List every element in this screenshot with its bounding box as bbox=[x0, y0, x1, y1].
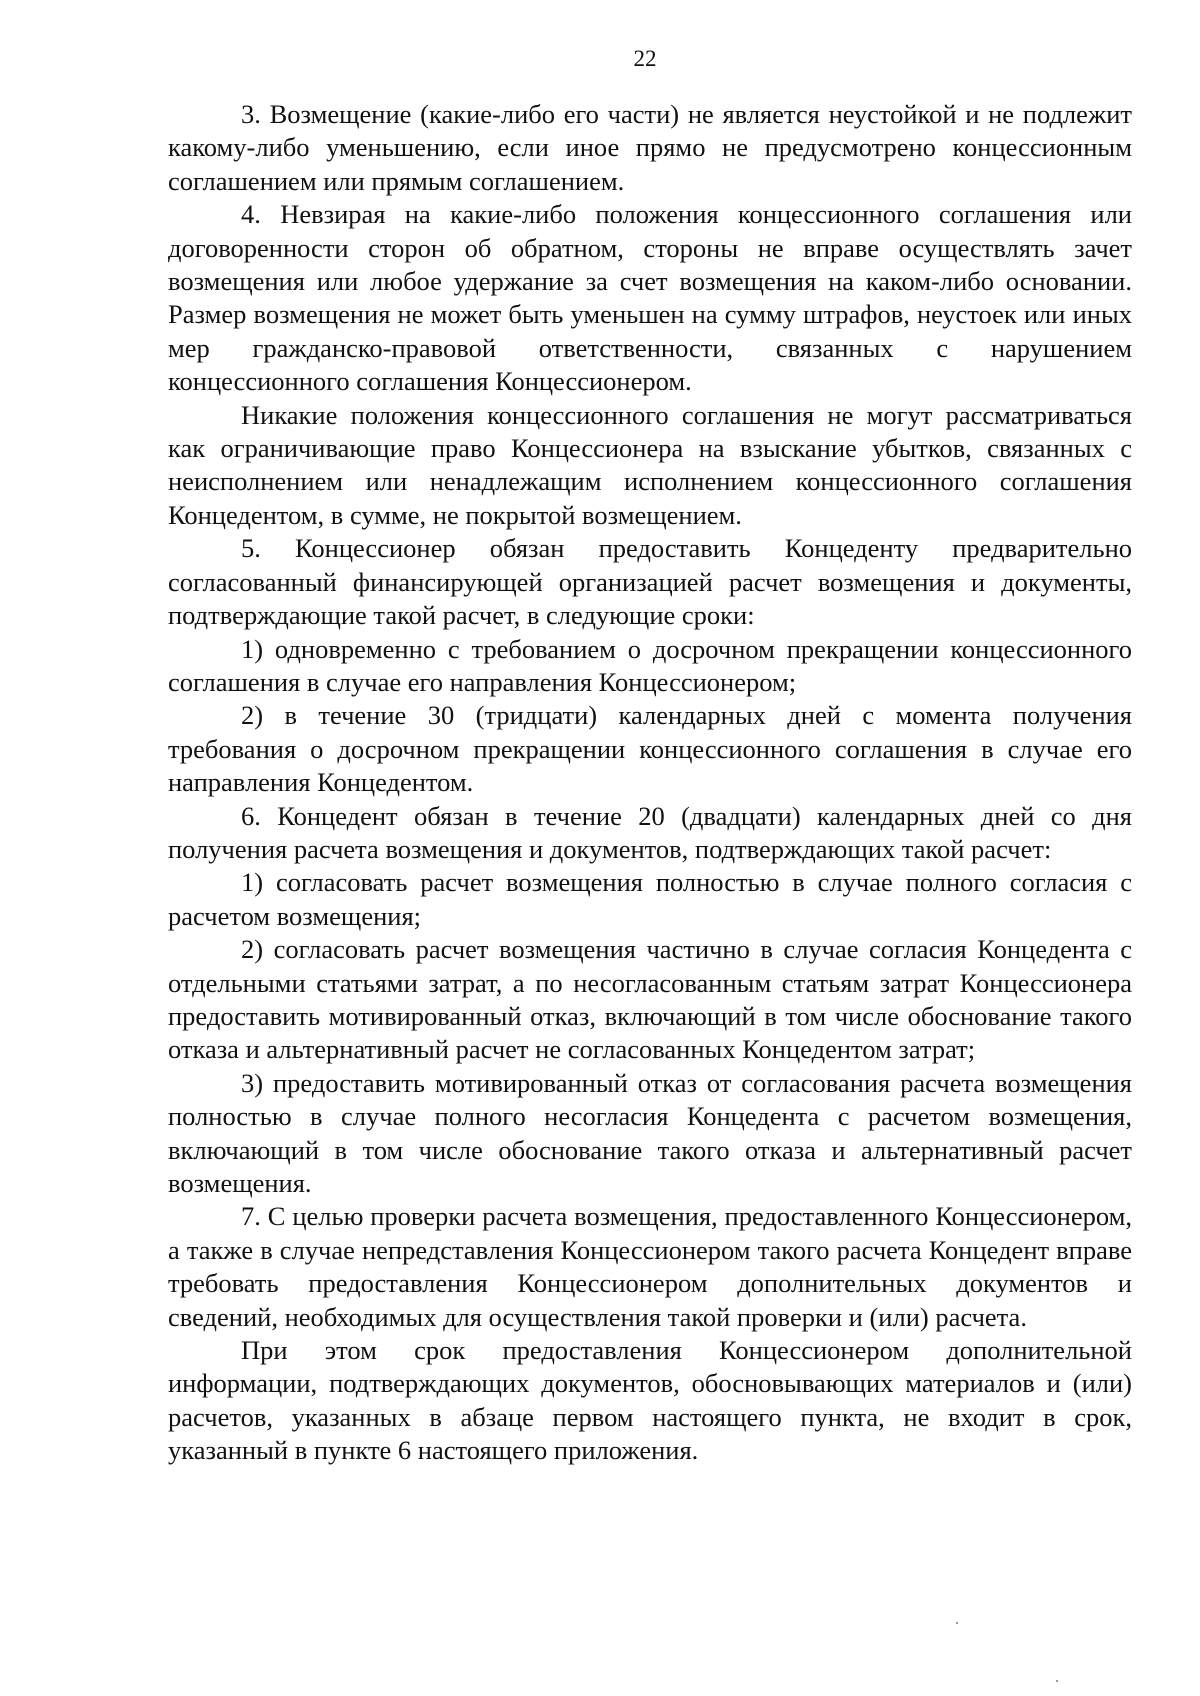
paragraph-item-7: 7. С целью проверки расчета возмещения, предоставленного Концессионером, а также в случае непредставления Концессионером такого расчета Концедент вправе требовать предоставления Концессионером дополнительных документов и сведений, необходимых для осуществления такой проверки и (или) расчета. bbox=[168, 1201, 1132, 1332]
paragraph-item-5-subitem-1: 1) одновременно с требованием о досрочном прекращении концессионного соглашения в случае его направления Концессионером; bbox=[168, 633, 1132, 697]
scan-speck bbox=[956, 1622, 958, 1624]
page-number: 22 bbox=[633, 46, 657, 71]
paragraph-item-7-continued: При этом срок предоставления Концессионером дополнительной информации, подтверждающих документов, обосновывающих материалов и (или) расчетов, указанных в абзаце первом настоящего пункта, не входит в срок, указанный в пункте 6 настоящего приложения. bbox=[168, 1335, 1132, 1466]
paragraph-item-4: 4. Невзирая на какие-либо положения концессионного соглашения или договоренности сторон об обратном, стороны не вправе осуществлять зачет возмещения или любое удержание за счет возмещения на каком-либо основании. Размер возмещения не может быть уменьшен на сумму штрафов, неустоек или иных мер гражданско-правовой ответственности, связанных с нарушением концессионного соглашения Концессионером. bbox=[168, 199, 1132, 397]
paragraph-item-3: 3. Возмещение (какие-либо его части) не является неустойкой и не подлежит какому-либо уменьшению, если иное прямо не предусмотрено концессионным соглашением или прямым соглашением. bbox=[168, 99, 1132, 196]
paragraph-item-6: 6. Концедент обязан в течение 20 (двадцати) календарных дней со дня получения расчета возмещения и документов, подтверждающих такой расчет: bbox=[168, 800, 1132, 864]
paragraph-item-6-subitem-1: 1) согласовать расчет возмещения полностью в случае полного согласия с расчетом возмещения; bbox=[168, 867, 1132, 931]
paragraph-item-5-subitem-2: 2) в течение 30 (тридцати) календарных дней с момента получения требования о досрочном прекращении концессионного соглашения в случае его направления Концедентом. bbox=[168, 700, 1132, 798]
document-body bbox=[168, 98, 1132, 1468]
paragraph-item-6-subitem-2: 2) согласовать расчет возмещения частично в случае согласия Концедента с отдельными статьями затрат, а по несогласованным статьям затрат Концессионера предоставить мотивированный отказ, включающий в том числе обоснование такого отказа и альтернативный расчет не согласованных Концедентом затрат; bbox=[168, 934, 1132, 1065]
paragraph-item-5: 5. Концессионер обязан предоставить Концеденту предварительно согласованный финансирующей организацией расчет возмещения и документы, подтверждающие такой расчет, в следующие сроки: bbox=[168, 533, 1132, 631]
scan-speck bbox=[1056, 1680, 1058, 1682]
paragraph-item-6-subitem-3: 3) предоставить мотивированный отказ от согласования расчета возмещения полностью в случае полного несогласия Концедента с расчетом возмещения, включающий в том числе обоснование такого отказа и альтернативный расчет возмещения. bbox=[168, 1067, 1132, 1198]
paragraph-item-4-continued: Никакие положения концессионного соглашения не могут рассматриваться как ограничивающие право Концессионера на взыскание убытков, связанных с неисполнением или ненадлежащим исполнением концессионного соглашения Концедентом, в сумме, не покрытой возмещением. bbox=[168, 399, 1132, 530]
